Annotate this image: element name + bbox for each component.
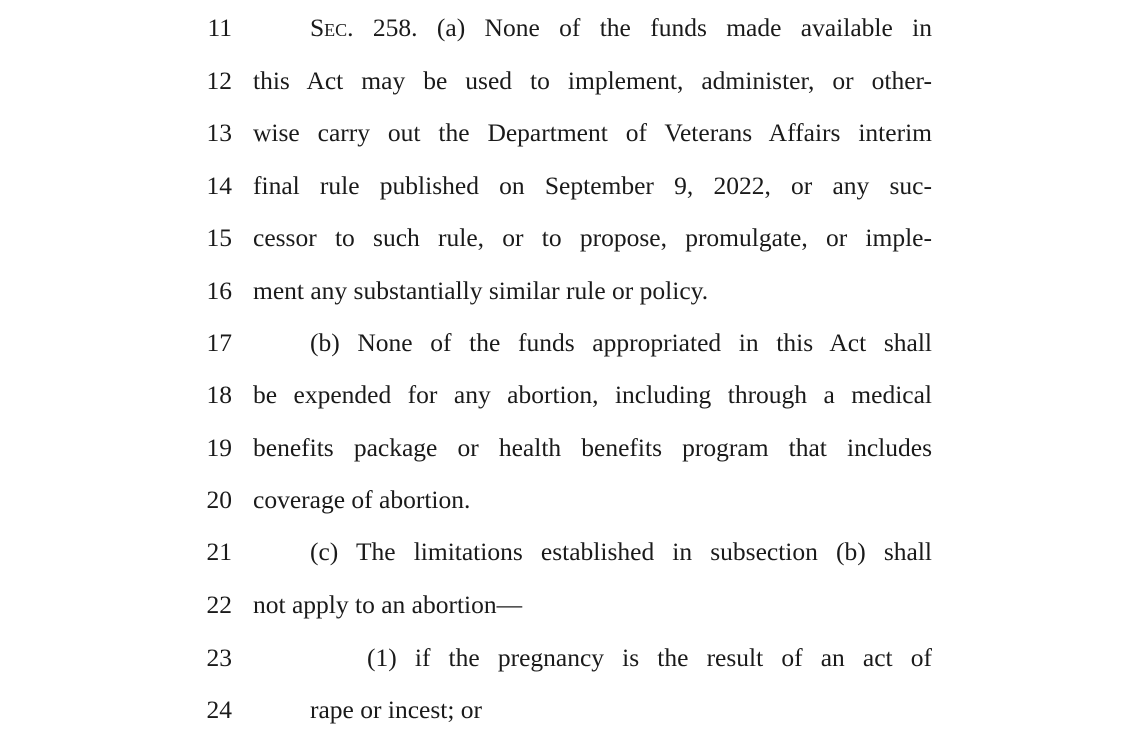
line-number: 24 bbox=[206, 695, 232, 724]
bill-line bbox=[0, 212, 1136, 264]
line-number: 17 bbox=[206, 328, 232, 357]
bill-line bbox=[0, 107, 1136, 159]
bill-line bbox=[0, 422, 1136, 474]
bill-line bbox=[0, 55, 1136, 107]
bill-line bbox=[0, 526, 1136, 578]
bill-line bbox=[0, 317, 1136, 369]
line-text: wise carry out the Department of Veterans Affairs interim bbox=[253, 118, 932, 147]
bill-line bbox=[0, 632, 1136, 684]
line-text bbox=[310, 2, 932, 54]
line-text: be expended for any abortion, including through a medical bbox=[253, 380, 932, 409]
line-text: not apply to an abortion— bbox=[253, 590, 523, 619]
line-text: benefits package or health benefits program that includes bbox=[253, 433, 932, 462]
bill-line bbox=[0, 474, 1136, 526]
line-number: 19 bbox=[206, 433, 232, 462]
bill-line bbox=[0, 2, 1136, 54]
line-number: 15 bbox=[206, 223, 232, 252]
bill-line bbox=[0, 684, 1136, 736]
line-text: cessor to such rule, or to propose, promulgate, or imple- bbox=[253, 223, 932, 252]
line-number: 13 bbox=[206, 118, 232, 147]
line-text: rape or incest; or bbox=[310, 695, 483, 724]
line-number: 14 bbox=[206, 171, 232, 200]
line-number: 21 bbox=[206, 537, 232, 566]
line-number: 16 bbox=[206, 276, 232, 305]
line-number: 22 bbox=[206, 590, 232, 619]
line-text: ment any substantially similar rule or policy. bbox=[253, 276, 709, 305]
bill-line bbox=[0, 579, 1136, 631]
line-number: 23 bbox=[206, 643, 232, 672]
line-text: (c) The limitations established in subsection (b) shall bbox=[310, 537, 932, 566]
section-label: Sec. bbox=[310, 13, 354, 42]
line-text: (b) None of the funds appropriated in this Act shall bbox=[310, 328, 932, 357]
line-number: 11 bbox=[207, 13, 232, 42]
line-text: final rule published on September 9, 2022, or any suc- bbox=[253, 171, 932, 200]
bill-line bbox=[0, 160, 1136, 212]
line-number: 18 bbox=[206, 380, 232, 409]
bill-line bbox=[0, 369, 1136, 421]
line-text: coverage of abortion. bbox=[253, 485, 471, 514]
line-text-body: 258. (a) None of the funds made available in bbox=[353, 13, 932, 42]
line-text: (1) if the pregnancy is the result of an act of bbox=[367, 643, 932, 672]
line-number: 20 bbox=[206, 485, 232, 514]
line-number: 12 bbox=[206, 66, 232, 95]
bill-line bbox=[0, 265, 1136, 317]
line-text: this Act may be used to implement, administer, or other- bbox=[253, 66, 932, 95]
